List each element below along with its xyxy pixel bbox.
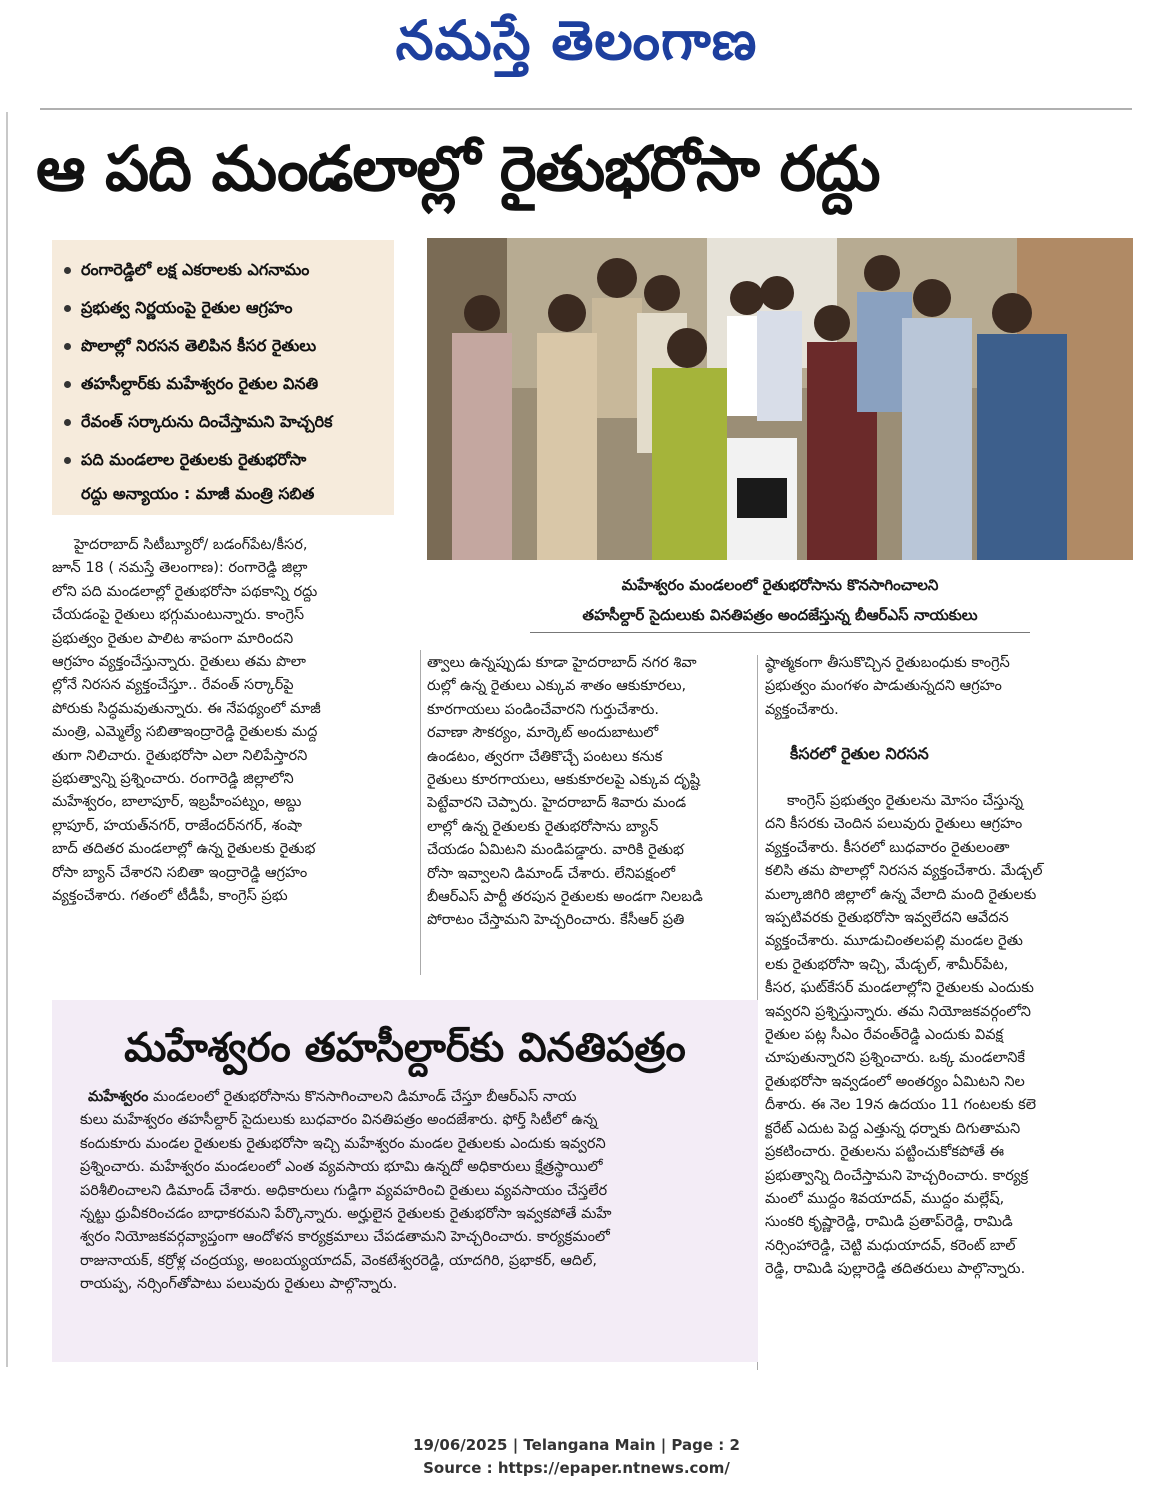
footer-date-page: 19/06/2025 | Telangana Main | Page : 2: [413, 1436, 740, 1454]
text-line: మహేశ్వరం మండలంలో రైతుభరోసాను కొనసాగించాలని డిమాండ్ చేస్తూ బీఆర్‌ఎస్ నాయ: [88, 1089, 577, 1105]
news-photo: [427, 238, 1133, 560]
text-line: దని కీసరకు చెందిన పలువురు రైతులు ఆగ్రహం: [765, 816, 1023, 833]
text-line: వ్యక్తంచేశారు. కీసరలో బుధవారం రైతులంతా: [765, 839, 1010, 856]
text-line: రోసా ఇవ్వాలని డిమాండ్ చేశారు. లేనిపక్షంలో: [427, 865, 676, 882]
text-line: కాంగ్రెస్ ప్రభుత్వం రైతులను మోసం చేస్తున్న: [787, 793, 1024, 809]
text-line: కీసర, ఘట్‌కేసర్ మండలాల్లోని రైతులకు ఎందుకు: [765, 980, 1034, 997]
text-line: పెట్టేవారని చెప్పారు. హైదరాబాద్ శివారు మండ: [427, 795, 687, 812]
text-line: త్వాలు ఉన్నప్పుడు కూడా హైదరాబాద్ నగర శివా: [427, 655, 697, 671]
text-line: సుంకరి కృష్ణారెడ్డి, రామిడి ప్రతాప్‌రెడ్డి, రామిడి: [765, 1214, 1013, 1231]
highlight-item: తహసీల్దార్‌కు మహేశ్వరం రైతుల వినతి: [64, 374, 318, 397]
bullet-icon: [64, 267, 71, 274]
highlight-item: పొలాల్లో నిరసన తెలిపిన కీసర రైతులు: [64, 336, 316, 359]
caption-divider: [530, 632, 1030, 633]
text-line: కూరగాయలు పండించేవారని గుర్తుచేశారు.: [427, 701, 660, 718]
text-line: ష్ఠాత్మకంగా తీసుకొచ్చిన రైతుబంధుకు కాంగ్రెస్: [765, 655, 1010, 671]
text-line: లకు రైతుభరోసా ఇచ్చి, మేడ్చల్, శామీర్‌పేట,: [765, 956, 1009, 973]
text-line: మంత్రి, ఎమ్మెల్యే సబితాఇంద్రారెడ్డి రైతులకు మద్ద: [52, 724, 318, 741]
text-line: ప్రభుత్వాన్ని ప్రశ్నించారు. రంగారెడ్డి జిల్లాలోని: [52, 771, 294, 788]
highlight-item: పది మండలాల రైతులకు రైతుభరోసా: [64, 450, 306, 473]
text-line: రెడ్డి, రామిడి పుల్లారెడ్డి తదితరులు పాల్గొన్నారు.: [765, 1261, 1026, 1278]
text-line: ల్లాపూర్, హయత్‌నగర్, రాజేందర్‌నగర్, శంషా: [52, 817, 302, 834]
text-line: లాల్లో ఉన్న రైతులకు రైతుభరోసాను బ్యాన్: [427, 818, 659, 835]
text-line: తుగా నిలిచారు. రైతుభరోసా ఎలా నిలిపేస్తారని: [52, 747, 308, 764]
text-line: ప్రభుత్వం మంగళం పాడుతున్నదని ఆగ్రహం: [765, 678, 1002, 695]
text-line: న్నట్టు ధ్రువీకరించడం బాధాకరమని పేర్కొన్నారు. అర్హులైన రైతులకు రైతుభరోసా ఇవ్వకపోతే మహే: [80, 1206, 612, 1223]
text-line: ప్రభుత్వాన్ని దించేస్తామని హెచ్చరించారు. కార్యక్ర: [765, 1167, 1029, 1184]
text-line: చేయడంపై రైతులు భగ్గుమంటున్నారు. కాంగ్రెస్: [52, 607, 305, 624]
text-line: దీశారు. ఈ నెల 19న ఉదయం 11 గంటలకు కలె: [765, 1097, 1036, 1114]
article-column-3-top: [765, 652, 1133, 722]
caption-line: మహేశ్వరం మండలంలో రైతుభరోసాను కొనసాగించాలని: [621, 576, 939, 594]
text-line: మంలో ముద్దం శివయాదవ్, ముద్దం మల్లేష్,: [765, 1190, 1005, 1207]
text-line: రైతుభరోసా ఇవ్వడంలో అంతర్యం ఏమిటని నిల: [765, 1073, 1025, 1090]
text-line: ఆగ్రహం వ్యక్తంచేస్తున్నారు. రైతులు తమ పొలా: [52, 654, 306, 671]
text-line: వ్యక్తంచేశారు. మూడుచింతలపల్లి మండల రైతు: [765, 933, 1023, 950]
text-line: మల్కాజిగిరి జిల్లాలో ఉన్న వేలాది మంది రైతులకు: [765, 886, 1037, 903]
text-line: ఇప్పటివరకు రైతుభరోసా ఇవ్వలేదని ఆవేదన: [765, 910, 1009, 927]
bullet-icon: [64, 305, 71, 312]
text-line: నర్సింహారెడ్డి, చెట్టి మధుయాదవ్, కరెంట్ బాల్: [765, 1237, 1016, 1254]
caption-line: తహసీల్దార్ సైదులుకు వినతిపత్రం అందజేస్తున్న బీఆర్‌ఎస్ నాయకులు: [582, 606, 978, 624]
text-line: జూన్ 18 ( నమస్తే తెలంగాణ): రంగారెడ్డి జిల్లా: [52, 560, 308, 577]
group-photo-image: [427, 238, 1133, 560]
text-line: ఉండటం, త్వరగా చేతికొచ్చే పంటలు కనుక: [427, 748, 663, 765]
highlight-item: ప్రభుత్వ నిర్ణయంపై రైతుల ఆగ్రహం: [64, 298, 292, 321]
text-line: కులు మహేశ్వరం తహసీల్దార్ సైదులుకు బుధవారం వినతిపత్రం అందజేశారు. ఫోర్త్ సిటీలో ఉన్న: [80, 1112, 598, 1129]
article-column-3: [765, 790, 1133, 1282]
text-line: రాజునాయక్, కర్రోళ్ల చంద్రయ్య, అంబయ్యయాదవ్, వెంకటేశ్వరరెడ్డి, యాదగిరి, ప్రభాకర్, ఆదిల్,: [80, 1252, 597, 1269]
photo-caption: [427, 570, 1133, 630]
text-line: ల్లోనే నిరసన వ్యక్తంచేస్తూ.. రేవంత్ సర్కార్‌పై: [52, 677, 294, 694]
highlight-item: రంగారెడ్డిలో లక్ష ఎకరాలకు ఎగనామం: [64, 260, 309, 283]
text-line: చేయడం ఏమిటని మండిపడ్డారు. వారికి రైతుభ: [427, 842, 684, 859]
article-column-2: [427, 652, 749, 933]
text-line: చూపుతున్నారని ప్రశ్నించారు. ఒక్క మండలానికే: [765, 1050, 1025, 1067]
text-line: క్టరేట్ ఎదుట పెద్ద ఎత్తున్న ధర్నాకు దిగుతామని: [765, 1120, 1021, 1137]
masthead-logo: నమస్తే తెలంగాణ: [395, 8, 758, 72]
sidebar-story-heading: మహేశ్వరం తహసీల్దార్‌కు వినతిపత్రం: [124, 1025, 686, 1071]
footer-source-link[interactable]: Source : https://epaper.ntnews.com/: [423, 1459, 730, 1477]
text-line: వ్యక్తంచేశారు.: [765, 701, 839, 718]
text-line: రైతుల పట్ల సీఎం రేవంత్‌రెడ్డి ఎందుకు వివక్ష: [765, 1027, 1004, 1044]
dateline: మహేశ్వరం: [88, 1089, 149, 1105]
text-line: రుల్లో ఉన్న రైతులు ఎక్కువ శాతం ఆకుకూరలు,: [427, 678, 687, 695]
text-line: రైతులు కూరగాయలు, ఆకుకూరలపై ఎక్కువ దృష్టి: [427, 772, 700, 789]
text-line: శ్వరం నియోజకవర్గవ్యాప్తంగా ఆందోళన కార్యక్రమాలు చేపడతామని హెచ్చరించారు. కార్యక్రమంలో: [80, 1229, 610, 1246]
text-line: కలిసి తమ పొలాల్లో నిరసన వ్యక్తంచేశారు. మేడ్చల్: [765, 863, 1043, 880]
text-line: ప్రశ్నించారు. మహేశ్వరం మండలంలో ఎంత వ్యవసాయ భూమి ఉన్నదో అధికారులు క్షేత్రస్థాయిలో: [80, 1159, 603, 1176]
bullet-icon: [64, 457, 71, 464]
bullet-icon: [64, 381, 71, 388]
text-line: మహేశ్వరం, బాలాపూర్, ఇబ్రహీంపట్నం, అబ్దు: [52, 794, 302, 811]
text-line: వ్యక్తంచేశారు. గతంలో టీడీపీ, కాంగ్రెస్ ప్రభు: [52, 888, 288, 905]
text-line: ఇవ్వరని ప్రశ్నిస్తున్నారు. తమ నియోజకవర్గంలోని: [765, 1003, 1031, 1020]
text-line: రవాణా సౌకర్యం, మార్కెట్ అందుబాటులో: [427, 725, 659, 742]
text-line: పోరుకు సిద్ధమవుతున్నారు. ఈ నేపథ్యంలో మాజీ: [52, 700, 321, 717]
highlight-item-continued: రద్దు అన్యాయం : మాజీ మంత్రి సబిత: [81, 484, 315, 503]
section-subheading: కీసరలో రైతుల నిరసన: [790, 744, 929, 763]
text-line: రాయప్ప, నర్సింగ్‌తోపాటు పలువురు రైతులు పాల్గొన్నారు.: [80, 1276, 398, 1293]
headline: ఆ పది మండలాల్లో రైతుభరోసా రద్దు: [36, 132, 880, 205]
highlight-item: రేవంత్ సర్కారును దించేస్తామని హెచ్చరిక: [64, 412, 332, 435]
highlights-box: [52, 240, 394, 515]
text-line: ప్రభుత్వం రైతుల పాలిట శాపంగా మారిందని: [52, 630, 294, 647]
text-line: హైదరాబాద్ సిటీబ్యూరో/ బడంగ్‌పేట/కీసర,: [74, 537, 308, 553]
text-line: రోసా బ్యాన్ చేశారని సబితా ఇంద్రారెడ్డి ఆగ్రహం: [52, 864, 308, 881]
top-divider: [40, 108, 1132, 110]
sidebar-story-body: [80, 1086, 745, 1297]
article-column-1: [52, 534, 394, 909]
text-line: పరిశీలించాలని డిమాండ్ చేశారు. అధికారులు గుడ్డిగా వ్యవహరించి రైతులు వ్యవసాయం చేస్తలేర: [80, 1182, 608, 1199]
bullet-icon: [64, 419, 71, 426]
text-line: బీఆర్‌ఎస్ పార్టీ తరపున రైతులకు అండగా నిలబడి: [427, 889, 703, 906]
text-line: ప్రకటించారు. రైతులను పట్టించుకోకపోతే ఈ: [765, 1144, 1005, 1161]
text-line: కందుకూరు మండల రైతులకు రైతుభరోసా ఇచ్చి మహేశ్వరం మండల రైతులకు ఎందుకు ఇవ్వరని: [80, 1135, 606, 1152]
left-divider: [6, 112, 8, 1367]
column-divider: [420, 650, 421, 975]
text-line: పోరాటం చేస్తామని హెచ్చరించారు. కేసీఆర్ ప్రతి: [427, 912, 685, 929]
bullet-icon: [64, 343, 71, 350]
text-line: బాద్ తదితర మండలాల్లో ఉన్న రైతులకు రైతుభ: [52, 841, 316, 858]
text-line: లోని పది మండలాల్లో రైతుభరోసా పథకాన్ని రద్దు: [52, 583, 318, 600]
